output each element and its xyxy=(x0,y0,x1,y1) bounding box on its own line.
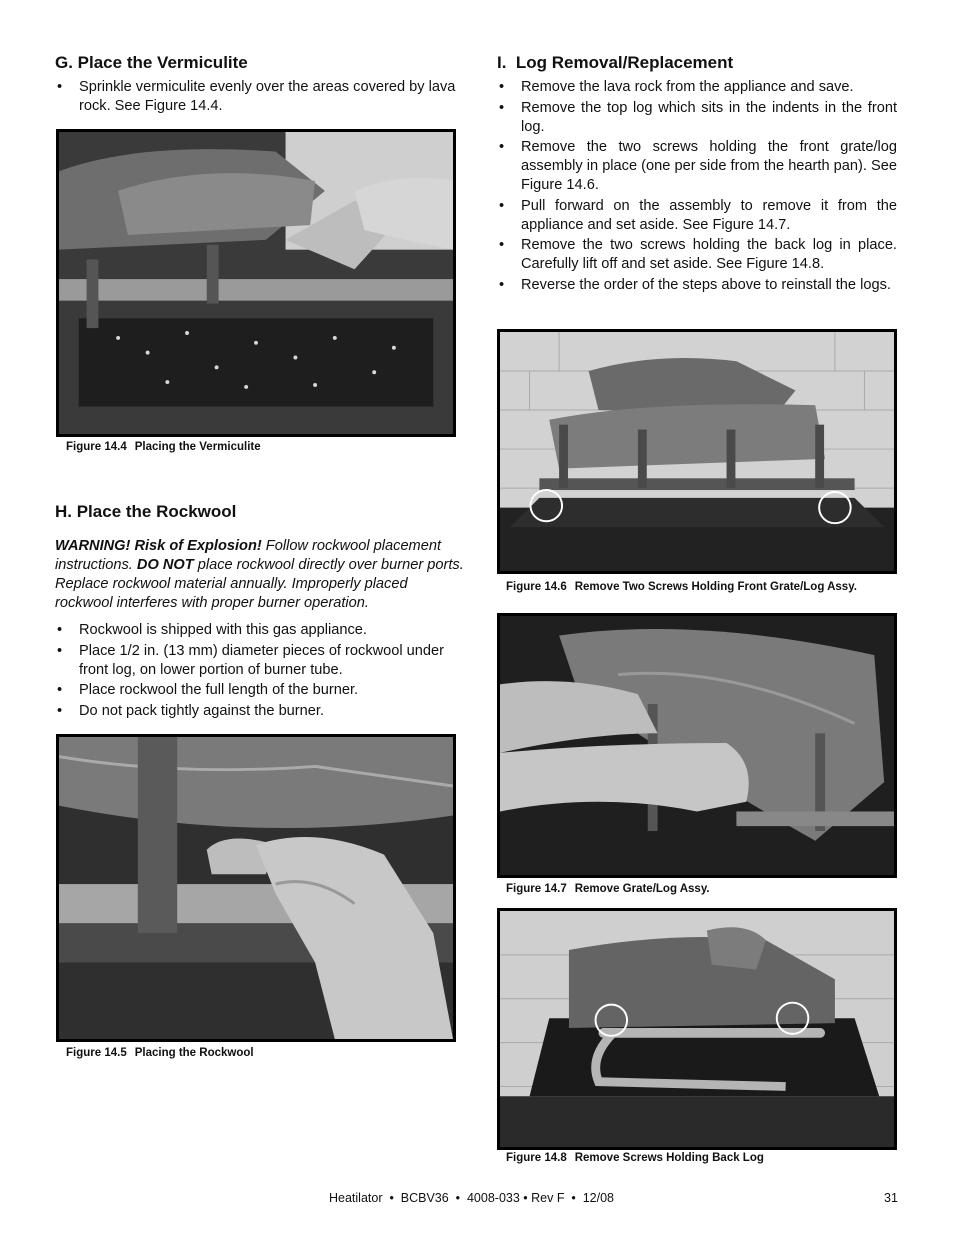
list-item: • Remove the lava rock from the appliance and save. xyxy=(497,78,897,97)
list-item: • Place 1/2 in. (13 mm) diameter pieces of rockwool under front log, on lower portion of burner tube. xyxy=(55,642,468,680)
list-item: • Rockwool is shipped with this gas appliance. xyxy=(55,621,468,640)
rockwool-warning xyxy=(55,537,465,613)
list-item: • Reverse the order of the steps above to reinstall the logs. xyxy=(497,276,897,295)
figure-title: Remove Screws Holding Back Log xyxy=(574,1152,764,1164)
figure-14-4-photo xyxy=(56,129,456,437)
list-item: • Remove the top log which sits in the indents in the front log. xyxy=(497,99,897,137)
figure-14-6-photo xyxy=(497,329,897,574)
section-h-list xyxy=(55,621,468,722)
page-number: 31 xyxy=(884,1191,898,1205)
warning-text: place rockwool directly over burner ports. Replace rockwool material annually. Improperly placed rockwool interferes with proper burner operation. xyxy=(55,557,464,611)
figure-14-6-caption xyxy=(506,581,857,593)
list-item: • Sprinkle vermiculite evenly over the areas covered by lava rock. See Figure 14.4. xyxy=(55,78,468,116)
figure-14-5-caption xyxy=(66,1047,254,1059)
figure-number: Figure 14.5 xyxy=(66,1047,127,1059)
section-h-heading: H. Place the Rockwool xyxy=(55,502,237,521)
section-i-heading: I. Log Removal/Replacement xyxy=(497,53,734,72)
figure-14-7-photo xyxy=(497,613,897,878)
list-item: • Do not pack tightly against the burner. xyxy=(55,702,468,721)
figure-title: Remove Grate/Log Assy. xyxy=(574,883,710,895)
section-g-list xyxy=(55,78,468,118)
list-item: • Place rockwool the full length of the burner. xyxy=(55,681,468,700)
section-g-heading: G. Place the Vermiculite xyxy=(55,53,248,72)
figure-title: Placing the Vermiculite xyxy=(134,441,261,453)
warning-do-not: DO NOT xyxy=(136,557,194,573)
figure-14-4-caption xyxy=(66,441,261,453)
figure-title: Placing the Rockwool xyxy=(134,1047,254,1059)
list-item: • Remove the two screws holding the back log in place. Carefully lift off and set aside. See Figure 14.8. xyxy=(497,236,897,274)
figure-title: Remove Two Screws Holding Front Grate/Log Assy. xyxy=(574,581,857,593)
warning-text: Follow rockwool placement instructions. xyxy=(55,538,442,573)
figure-number: Figure 14.8 xyxy=(506,1152,567,1164)
figure-14-8-photo xyxy=(497,908,897,1150)
footer-document-info: Heatilator • BCBV36 • 4008-033 • Rev F • 12/08 xyxy=(329,1191,615,1205)
figure-number: Figure 14.7 xyxy=(506,883,567,895)
list-item: • Pull forward on the assembly to remove it from the appliance and set aside. See Figure 14.7. xyxy=(497,197,897,235)
warning-lead: WARNING! Risk of Explosion! xyxy=(55,538,262,554)
figure-14-5-photo xyxy=(56,734,456,1042)
figure-14-7-caption xyxy=(506,883,710,895)
figure-number: Figure 14.4 xyxy=(66,441,127,453)
figure-14-8-caption xyxy=(506,1152,764,1164)
figure-number: Figure 14.6 xyxy=(506,581,567,593)
section-i-list xyxy=(497,78,897,296)
list-item: • Remove the two screws holding the front grate/log assembly in place (one per side from the hearth pan). See Figure 14.6. xyxy=(497,138,897,195)
